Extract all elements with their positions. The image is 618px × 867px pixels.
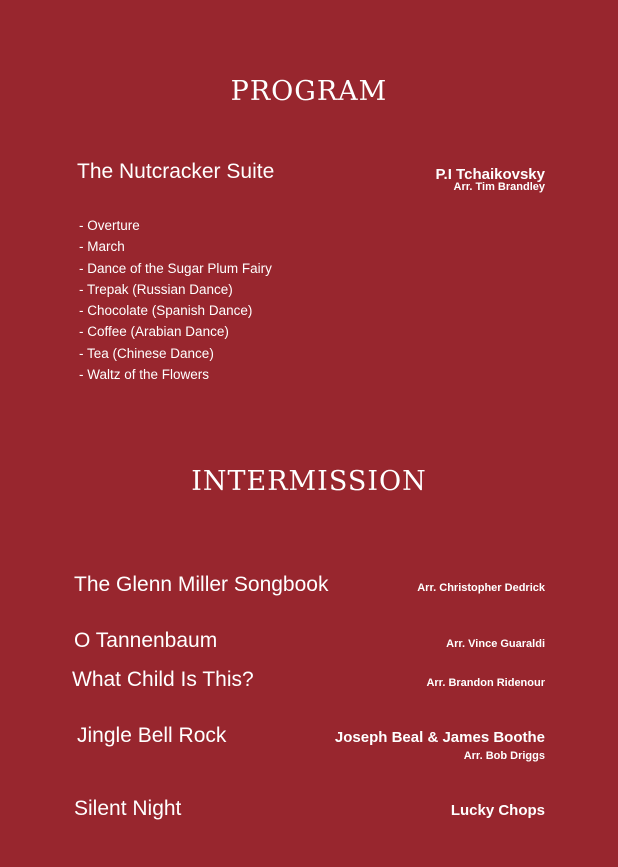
movement-item: - Chocolate (Spanish Dance): [79, 303, 253, 319]
piece-title-nutcracker: The Nutcracker Suite: [77, 160, 275, 183]
piece-title-jingle-bell-rock: Jingle Bell Rock: [77, 724, 227, 747]
composer-nutcracker: P.I Tchaikovsky: [435, 166, 545, 183]
movement-item: - Tea (Chinese Dance): [79, 345, 214, 361]
movement-item: - Overture: [79, 218, 140, 233]
movement-item: - Dance of the Sugar Plum Fairy: [79, 260, 272, 276]
intermission-heading: INTERMISSION: [191, 466, 427, 497]
movement-item: - Trepak (Russian Dance): [79, 281, 233, 297]
arranger-nutcracker: Arr. Tim Brandley: [453, 181, 545, 193]
movement-item: - March: [79, 239, 125, 255]
movement-list: [79, 215, 272, 385]
piece-title-o-tannenbaum: O Tannenbaum: [74, 629, 218, 652]
piece-title-glenn-miller: The Glenn Miller Songbook: [74, 573, 329, 596]
arranger-what-child: Arr. Brandon Ridenour: [426, 677, 545, 689]
piece-title-what-child: What Child Is This?: [72, 668, 254, 691]
movement-item: - Coffee (Arabian Dance): [79, 324, 229, 340]
movement-item: - Waltz of the Flowers: [79, 367, 210, 383]
arranger-glenn-miller: Arr. Christopher Dedrick: [417, 582, 545, 594]
program-heading: PROGRAM: [230, 76, 388, 107]
arranger-jingle-bell-rock: Arr. Bob Driggs: [463, 750, 545, 762]
arranger-o-tannenbaum: Arr. Vince Guaraldi: [446, 638, 545, 650]
composer-jingle-bell-rock: Joseph Beal & James Boothe: [334, 729, 545, 746]
piece-title-silent-night: Silent Night: [74, 797, 182, 820]
composer-silent-night: Lucky Chops: [450, 802, 545, 819]
